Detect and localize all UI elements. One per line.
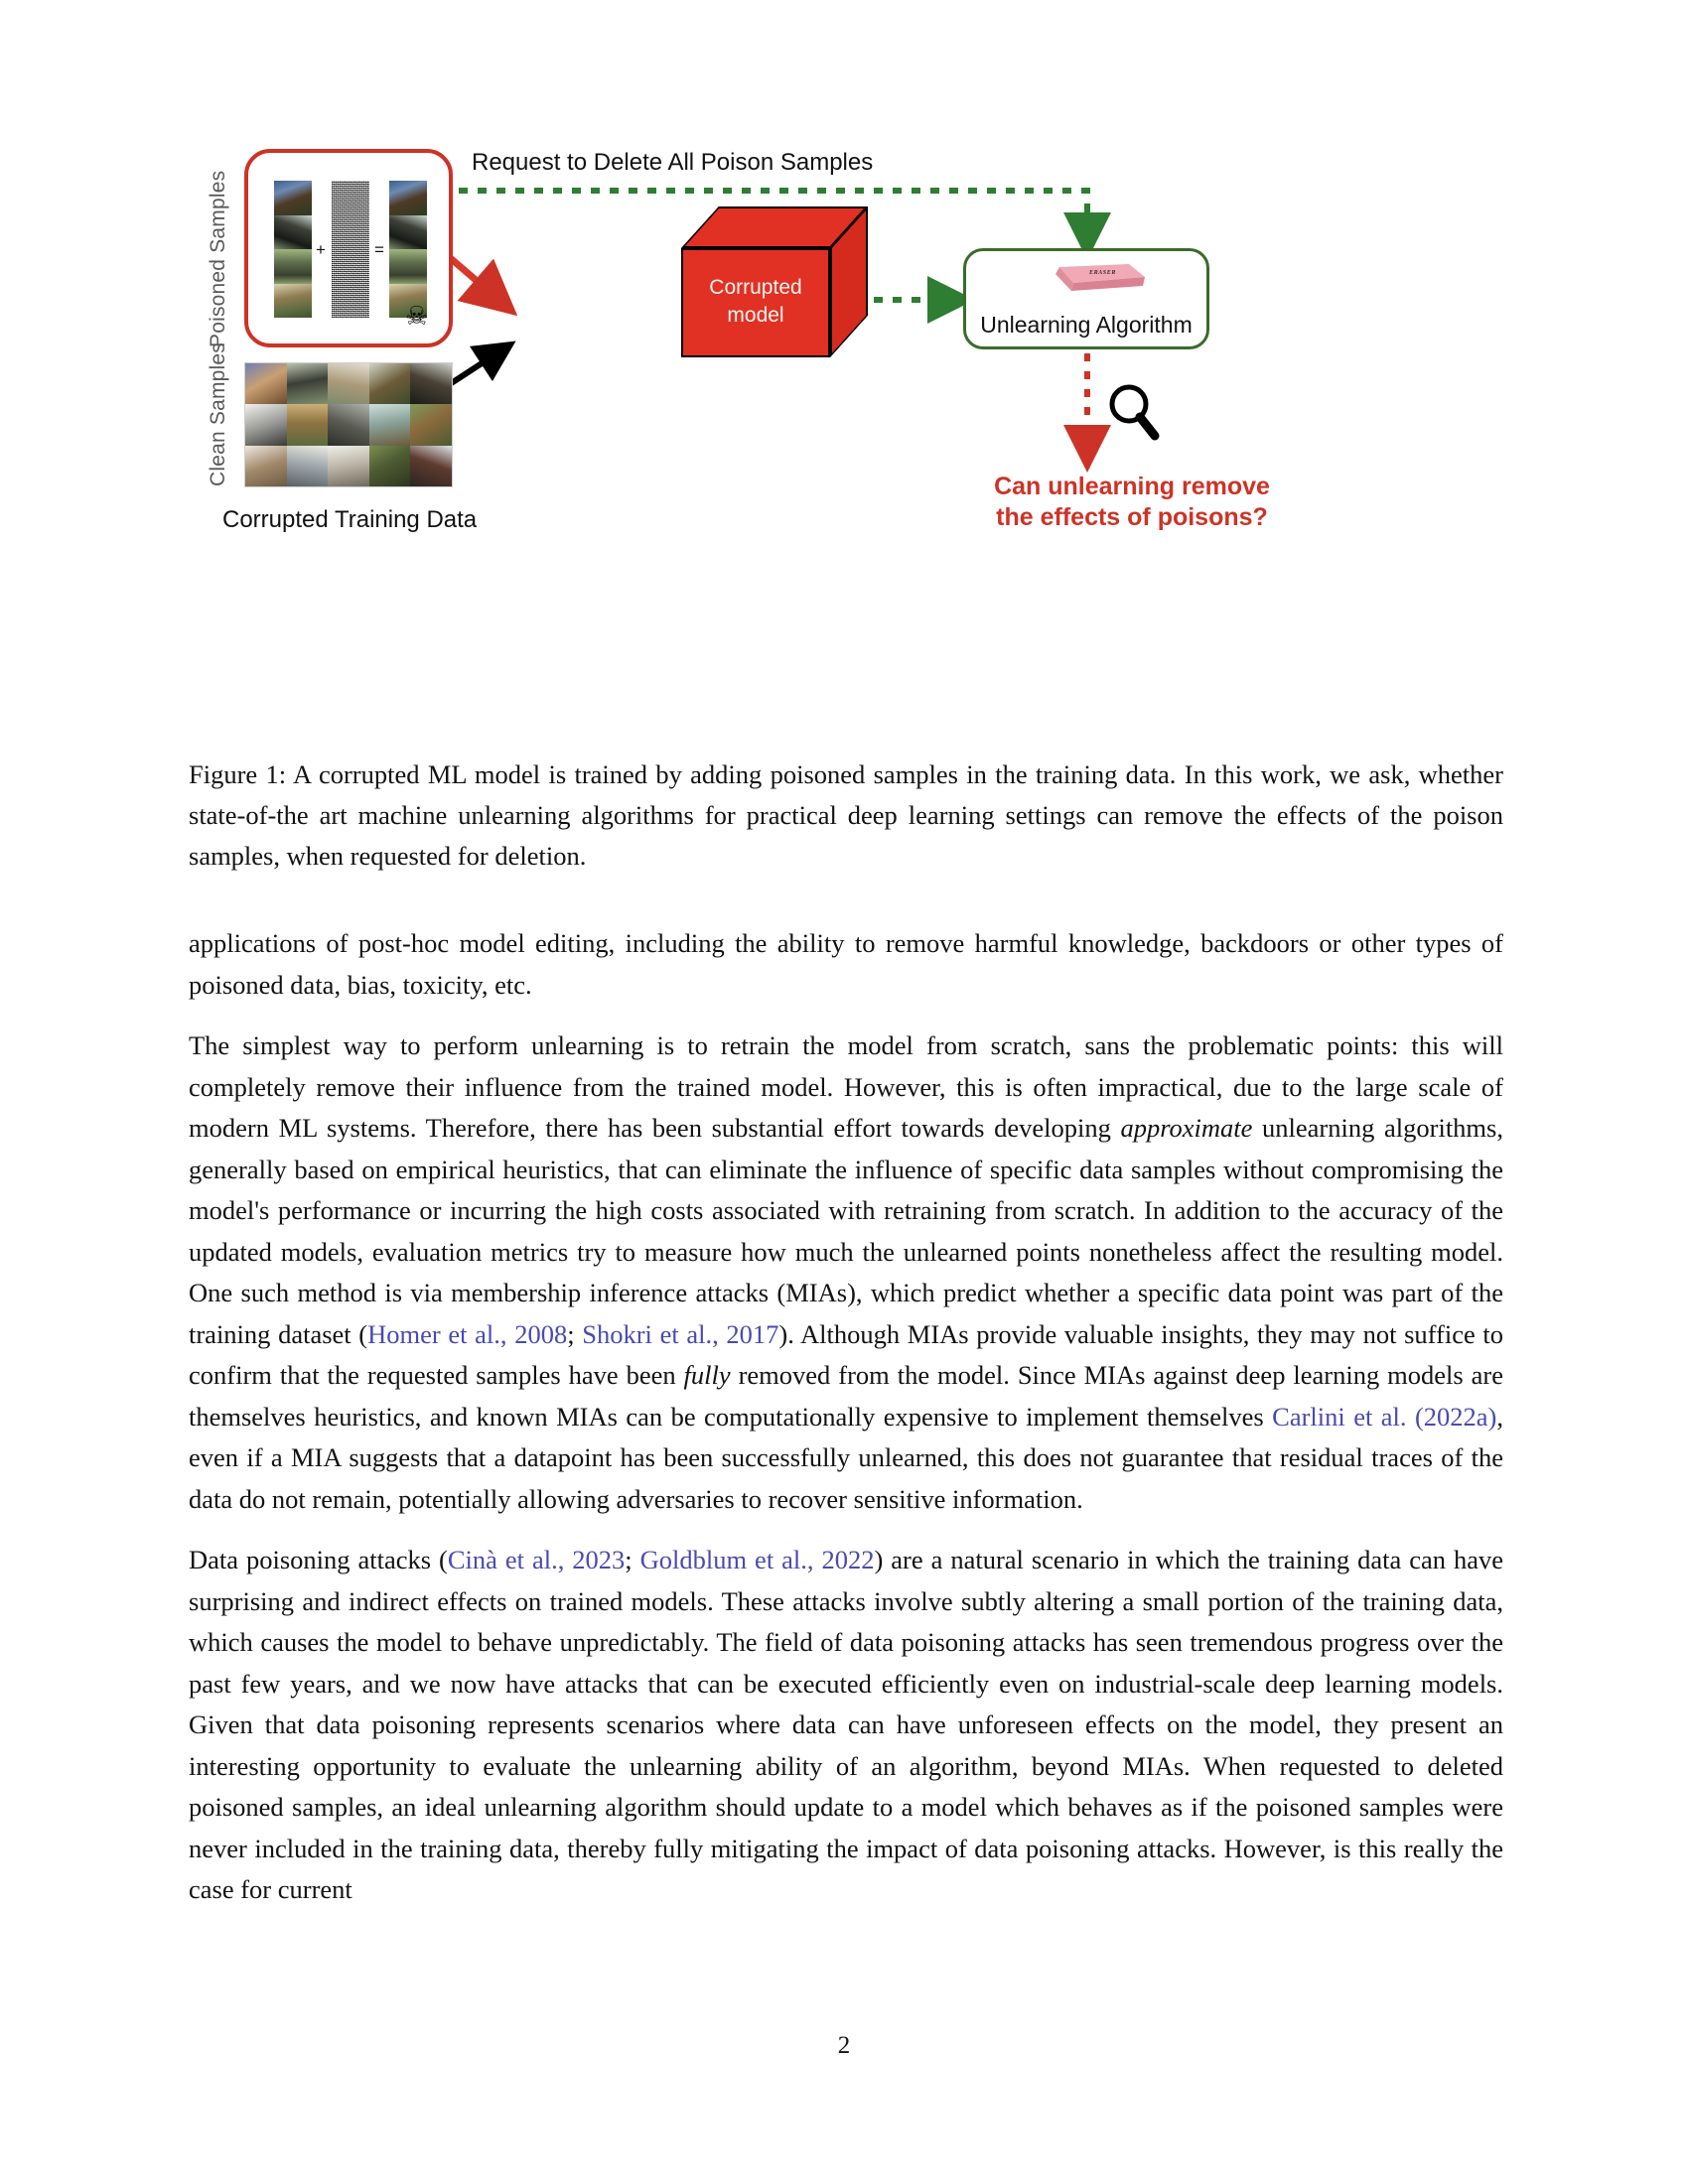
unlearning-algorithm-label: Unlearning Algorithm	[980, 312, 1193, 338]
emphasized-text: approximate	[1120, 1113, 1253, 1143]
text-run: removed from the model. Since MIAs against deep learning models are themselves heuristics, and known MIAs can be computationally expensive to implement themselves	[189, 1360, 1503, 1432]
research-question-text	[993, 472, 1271, 533]
corrupted-training-data-label: Corrupted Training Data	[222, 506, 478, 533]
citation-link[interactable]: Goldblum et al., 2022	[639, 1545, 875, 1574]
citation-link[interactable]: Homer et al., 2008	[367, 1318, 568, 1349]
body-paragraph	[189, 923, 1503, 1006]
body-paragraph	[189, 1025, 1503, 1520]
research-question-line2: the effects of poisons?	[996, 503, 1268, 531]
text-run: ;	[567, 1318, 583, 1349]
text-run: applications of post-hoc model editing, including the ability to remove harmful knowledge, backdoors or other types of poisoned data, bias, toxicity, etc.	[189, 928, 1503, 1000]
figure-caption-text: A corrupted ML model is trained by adding poisoned samples in the training data. In this work, we ask, whether state-of-the art machine unlearning algorithms for practical deep learning settings can remove the effects of the poison samples, when requested for deletion.	[189, 759, 1503, 871]
clean-samples-label: Clean Samples	[207, 341, 229, 486]
text-run: , even if a MIA suggests that a datapoint has been successfully unlearned, this does not guarantee that residual traces of the data do not remain, potentially allowing adversaries to recover sensitive information.	[189, 1401, 1503, 1514]
poisoned-samples-label: Poisoned Samples	[207, 170, 229, 347]
magnifying-glass-icon	[1107, 382, 1161, 444]
unlearning-algorithm-box	[963, 248, 1209, 349]
eraser-icon	[1034, 261, 1149, 295]
research-question-line1: Can unlearning remove	[994, 473, 1270, 500]
text-run: ). Although MIAs provide valuable insights, they may not suffice to confirm that the requested samples have been	[189, 1318, 1503, 1390]
text-run: Data poisoning attacks (	[189, 1545, 448, 1574]
corrupted-model-label-line1: Corrupted	[709, 276, 802, 299]
corrupted-model-box	[681, 248, 870, 357]
equals-symbol: =	[374, 240, 384, 259]
noise-perturbation-strip	[332, 181, 369, 318]
citation-link[interactable]: Cinà et al., 2023	[447, 1545, 626, 1574]
figure-caption-label: Figure 1:	[189, 759, 287, 789]
body-text	[189, 923, 1503, 1911]
poisoned-images-strip	[389, 181, 427, 318]
citation-link[interactable]: Carlini et al. (2022a)	[1272, 1401, 1497, 1432]
clean-samples-grid	[244, 362, 453, 487]
figure-caption	[189, 754, 1503, 877]
citation-link[interactable]: Shokri et al., 2017	[582, 1318, 779, 1349]
page-number: 2	[837, 2032, 851, 2059]
corrupted-model-label	[681, 274, 830, 330]
skull-and-crossbones-icon: ☠	[405, 302, 429, 331]
figure-1-diagram	[189, 149, 1509, 745]
body-paragraph	[189, 1540, 1503, 1911]
request-to-delete-label: Request to Delete All Poison Samples	[472, 149, 874, 176]
text-run: ;	[625, 1545, 640, 1574]
plus-symbol: +	[316, 240, 326, 259]
corrupted-model-label-line2: model	[727, 304, 784, 327]
poisoned-samples-box	[244, 149, 453, 347]
eraser-text-label: ERASER	[1089, 270, 1116, 276]
text-run: unlearning algorithms, generally based on empirical heuristics, that can eliminate the influence of specific data samples without compromising the model's performance or incurring the high costs associated with retraining from scratch. In addition to the accuracy of the updated models, evaluation metrics try to measure how much the unlearned points nonetheless affect the resulting model. One such method is via membership inference attacks (MIAs), which predict whether a specific data point was part of the training dataset (	[189, 1113, 1503, 1349]
emphasized-text: fully	[683, 1360, 731, 1390]
original-images-strip	[274, 181, 312, 318]
text-run: The simplest way to perform unlearning is to retrain the model from scratch, sans the problematic points: this will completely remove their influence from the trained model. However, this is often impractical, due to the large scale of modern ML systems. Therefore, there has been substantial effort towards developing	[189, 1030, 1503, 1143]
text-run: ) are a natural scenario in which the training data can have surprising and indirect effects on trained models. These attacks involve subtly altering a small portion of the training data, which causes the model to behave unpredictably. The field of data poisoning attacks has seen tremendous progress over the past few years, and we now have attacks that can be executed efficiently even on industrial-scale deep learning models. Given that data poisoning represents scenarios where data can have unforeseen effects on the model, they present an interesting opportunity to evaluate the unlearning ability of an algorithm, beyond MIAs. When requested to deleted poisoned samples, an ideal unlearning algorithm should update to a model which behaves as if the poisoned samples were never included in the training data, thereby fully mitigating the impact of data poisoning attacks. However, is this really the case for current	[189, 1545, 1503, 1904]
